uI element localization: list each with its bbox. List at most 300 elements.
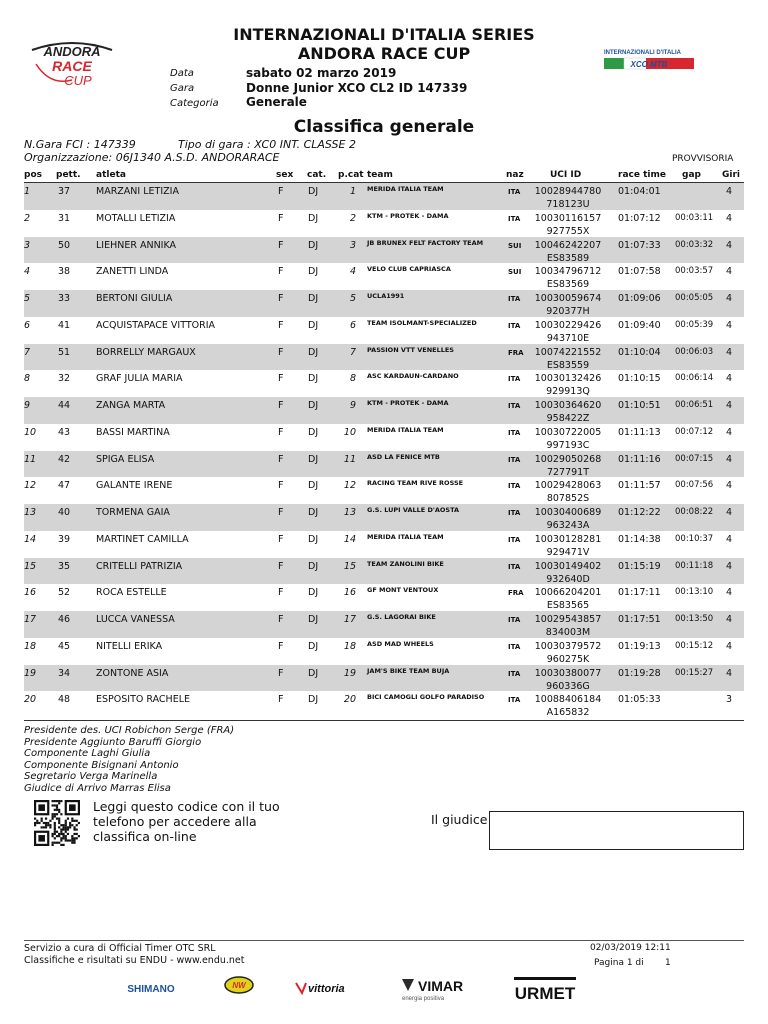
vimar-logo [400,975,474,1003]
uci-id-line1: 10030379572 [534,640,602,652]
series-title: INTERNAZIONALI D'ITALIA SERIES [233,25,535,44]
cell-pcat: 2 [349,212,356,224]
cell-race-time: 01:10:51 [618,400,661,411]
cell-pett: 44 [58,400,71,411]
cell-cat: DJ [308,373,319,385]
cell-naz: ITA [508,428,521,437]
cell-pos: 2 [24,212,31,224]
cell-pos: 15 [24,560,37,572]
cell-uci-id [534,506,602,532]
table-row [24,183,744,210]
cell-naz: ITA [508,535,521,544]
svg-text:NW: NW [232,981,246,990]
uci-id-line2: ES83565 [546,600,590,612]
cell-naz: ITA [508,669,521,678]
cell-cat: DJ [308,266,319,278]
cell-pcat: 9 [349,400,356,411]
official-line: Segretario Verga Marinella [24,771,158,782]
uci-id-line2: 932640D [546,573,590,585]
cell-gap: 00:03:57 [675,266,714,277]
cell-team: KTM - PROTEK - DAMA [367,399,449,407]
cell-pos: 4 [24,266,31,278]
uci-id-line1: 10029428063 [534,480,602,492]
cell-race-time: 01:14:38 [618,533,661,545]
cell-team: ASD MAD WHEELS [367,639,434,648]
data-value: sabato 02 marzo 2019 [246,66,397,80]
cell-pos: 10 [24,426,37,438]
cell-gap: 00:05:39 [675,319,714,330]
cell-pos: 3 [24,239,31,251]
cell-atleta: MARTINET CAMILLA [96,533,189,545]
cell-atleta: GRAF JULIA MARIA [96,373,183,385]
cell-race-time: 01:04:01 [618,186,661,197]
cell-giri: 4 [726,453,733,465]
cell-race-time: 01:05:33 [618,694,661,706]
categoria-label: Categoria [170,98,219,109]
cell-sex: F [278,453,284,465]
cell-naz: ITA [508,402,521,410]
cell-sex: F [278,239,284,251]
uci-id-line1: 10030380077 [534,667,602,679]
table-row [24,504,744,531]
cell-uci-id [534,399,602,425]
cell-uci-id [534,426,602,452]
cell-uci-id [534,560,602,586]
col-gap: gap [682,170,701,180]
cell-giri: 4 [726,373,733,385]
cell-giri: 4 [726,480,733,492]
cell-cat: DJ [308,426,319,438]
uci-id-line1: 10030364620 [534,400,602,411]
cell-gap: 00:05:05 [675,293,714,303]
cell-cat: DJ [308,453,319,465]
cell-pcat: 12 [343,480,356,492]
cell-team: KTM - PROTEK - DAMA [367,211,449,220]
uci-id-line2: 727791T [546,466,590,478]
uci-id-line1: 10066204201 [534,587,602,599]
cell-race-time: 01:11:13 [618,426,661,438]
cell-cat: DJ [308,667,319,679]
table-row [24,638,744,665]
uci-id-line1: 10030116157 [534,212,602,224]
cell-pos: 7 [24,346,31,358]
svg-text:SHIMANO: SHIMANO [127,984,175,995]
cell-team: MERIDA ITALIA TEAM [367,425,444,434]
cell-sex: F [278,319,284,331]
cell-giri: 4 [726,667,733,679]
uci-id-line2: ES83569 [546,279,590,291]
categoria-value: Generale [246,95,307,109]
cell-atleta: ACQUISTAPACE VITTORIA [96,319,216,331]
shimano-logo [118,975,184,1001]
cell-race-time: 01:17:11 [618,587,661,599]
cell-pos: 19 [24,667,37,679]
cell-naz: ITA [508,509,521,517]
cell-pett: 46 [58,614,71,625]
table-row [24,344,744,371]
cell-race-time: 01:15:19 [618,560,661,572]
cell-sex: F [278,614,284,625]
cell-pos: 16 [24,587,37,599]
table-row [24,210,744,237]
cell-race-time: 01:11:16 [618,453,661,465]
cell-atleta: BASSI MARTINA [96,426,170,438]
table-row [24,611,744,638]
uci-id-line2: 807852S [546,493,590,505]
uci-id-line2: 718123U [546,199,590,210]
cell-gap: 00:06:51 [675,400,714,410]
cell-pett: 37 [58,186,71,197]
logo-andora-text: ANDORA [43,44,101,59]
footer-rule [24,940,744,941]
cell-race-time: 01:17:51 [618,614,661,625]
cell-pcat: 10 [343,426,356,438]
cell-giri: 4 [726,614,733,625]
svg-text:energia positiva: energia positiva [402,996,445,1002]
cell-atleta: CRITELLI PATRIZIA [96,560,183,572]
table-row [24,370,744,397]
cell-pett: 40 [58,507,71,518]
table-row [24,691,744,718]
cell-sex: F [278,480,284,492]
cell-sex: F [278,400,284,411]
col-cat: cat. [307,170,327,180]
cell-team: ASC KARDAUN-CARDANO [367,372,459,381]
cell-pett: 38 [58,266,71,278]
cell-uci-id [534,640,602,666]
cell-pcat: 20 [343,694,356,706]
cell-pcat: 18 [343,640,356,652]
cell-pett: 31 [58,212,71,224]
cell-race-time: 01:10:15 [618,373,661,385]
cell-uci-id [534,613,602,639]
cell-pett: 50 [58,239,71,251]
cell-naz: ITA [508,188,521,196]
col-uci: UCI ID [550,170,582,180]
cell-pcat: 13 [343,507,356,518]
cell-giri: 4 [726,319,733,331]
ngara-info: N.Gara FCI : 147339 [24,138,136,151]
cell-naz: ITA [508,642,521,651]
col-pett: pett. [56,170,81,180]
cell-pos: 18 [24,640,37,652]
uci-id-line1: 10030132426 [534,373,602,385]
cell-sex: F [278,587,284,599]
cell-gap: 00:10:37 [675,533,714,544]
table-row [24,531,744,558]
cell-race-time: 01:11:57 [618,480,661,492]
cell-sex: F [278,560,284,572]
cell-naz: ITA [508,696,521,705]
cell-atleta: ZONTONE ASIA [96,667,169,679]
col-time: race time [618,170,666,180]
cell-gap: 00:03:11 [675,212,714,223]
uci-id-line1: 10029050268 [534,453,602,465]
cell-cat: DJ [308,239,319,251]
cell-uci-id [534,533,602,559]
cell-cat: DJ [308,212,319,224]
cell-cat: DJ [308,480,319,492]
cell-uci-id [534,265,602,291]
table-row [24,665,744,692]
cell-race-time: 01:19:28 [618,667,661,679]
uci-id-line1: 10030059674 [534,293,602,304]
cell-cat: DJ [308,319,319,331]
cell-pos: 17 [24,614,37,625]
uci-id-line2: 943710E [546,332,590,344]
cell-team: PASSION VTT VENELLES [367,345,454,354]
cell-team: BICI CAMOGLI GOLFO PARADISO [367,693,485,702]
cell-pcat: 5 [349,293,356,304]
data-label: Data [170,68,194,79]
print-datetime: 02/03/2019 12:11 [590,943,671,953]
cell-sex: F [278,212,284,224]
col-atleta: atleta [96,170,126,180]
cell-pett: 51 [58,346,71,358]
qr-code[interactable] [34,800,80,846]
cell-pcat: 6 [349,319,356,331]
cell-pett: 34 [58,667,71,679]
cell-sex: F [278,667,284,679]
cell-giri: 4 [726,640,733,652]
cell-gap: 00:08:22 [675,507,714,517]
cell-race-time: 01:10:04 [618,346,661,358]
cell-team: MERIDA ITALIA TEAM [367,185,444,193]
official-line: Presidente des. UCI Robichon Serge (FRA) [24,725,235,736]
cell-team: VELO CLUB CAPRIASCA [367,265,451,274]
cell-sex: F [278,266,284,278]
cell-uci-id [534,667,602,693]
cell-uci-id [534,453,602,479]
cell-giri: 4 [726,293,733,304]
cell-uci-id [534,292,602,318]
cell-cat: DJ [308,186,319,197]
cell-uci-id [534,346,602,372]
cell-atleta: ROCA ESTELLE [96,587,167,599]
cell-pos: 11 [24,453,37,465]
col-naz: naz [506,170,524,180]
uci-id-line1: 10034796712 [534,266,602,278]
cell-pett: 39 [58,533,71,545]
qr-instructions: Leggi questo codice con il tuo telefono per accedere alla classifica on-line [93,799,280,844]
cell-race-time: 01:07:12 [618,212,661,224]
cell-team: RACING TEAM RIVE ROSSE [367,479,464,488]
cell-pcat: 14 [343,533,356,545]
right-logo-line1: INTERNAZIONALI D'ITALIA [604,50,681,56]
cell-giri: 4 [726,239,733,251]
official-line: Componente Laghi Giulia [24,748,151,759]
table-header [24,168,744,183]
cell-giri: 4 [726,587,733,599]
cell-sex: F [278,346,284,358]
uci-id-line1: 10029543857 [534,614,602,625]
table-row [24,317,744,344]
table-bottom-rule [24,720,744,721]
cell-team: JB BRUNEX FELT FACTORY TEAM [367,238,484,247]
uci-id-line1: 10046242207 [534,239,602,251]
cell-team: MERIDA ITALIA TEAM [367,532,444,541]
cell-uci-id [534,372,602,398]
col-team: team [367,170,393,180]
cell-atleta: ZANETTI LINDA [96,266,169,278]
cell-naz: SUI [508,241,522,250]
cell-race-time: 01:07:58 [618,266,661,278]
cell-sex: F [278,426,284,438]
table-row [24,424,744,451]
cell-cat: DJ [308,400,319,411]
cell-pcat: 15 [343,560,356,572]
cell-cat: DJ [308,507,319,518]
cell-pcat: 7 [349,346,356,358]
col-giri: Giri [722,170,740,180]
footer-line1: Servizio a cura di Official Timer OTC SRL [24,943,216,954]
cell-giri: 4 [726,346,733,358]
cell-atleta: LIEHNER ANNIKA [96,239,177,251]
uci-id-line1: 10074221552 [534,346,602,358]
cell-uci-id [534,239,602,265]
cell-naz: ITA [508,482,521,491]
col-sex: sex [276,170,294,180]
cell-sex: F [278,293,284,304]
cell-cat: DJ [308,533,319,545]
cell-naz: SUI [508,268,522,277]
cell-gap: 00:15:12 [675,640,714,651]
cell-atleta: SPIGA ELISA [96,453,155,465]
cell-sex: F [278,186,284,197]
cell-pos: 9 [24,400,31,411]
cell-pos: 6 [24,319,31,331]
cell-giri: 4 [726,426,733,438]
uci-id-line2: 960275K [546,653,590,665]
uci-id-line1: 10030400689 [534,507,602,518]
cell-atleta: NITELLI ERIKA [96,640,163,652]
table-row [24,263,744,290]
cell-naz: ITA [508,455,521,464]
cell-atleta: MOTALLI LETIZIA [96,212,176,224]
cell-giri: 4 [726,186,733,197]
uci-id-line1: 10028944780 [534,186,602,197]
cell-giri: 3 [726,694,733,706]
cell-atleta: GALANTE IRENE [96,480,173,492]
cell-sex: F [278,373,284,385]
vittoria-logo [294,975,366,1001]
cell-naz: ITA [508,321,521,330]
cell-giri: 4 [726,533,733,545]
cell-gap: 00:07:12 [675,426,714,437]
cell-gap: 00:06:03 [675,346,714,357]
official-line: Componente Bisignani Antonio [24,759,179,771]
cell-pos: 20 [24,694,37,706]
giudice-label: Il giudice [431,812,488,827]
cell-atleta: TORMENA GAIA [96,507,170,518]
col-pcat: p.cat [338,170,364,180]
cell-pcat: 19 [343,667,356,679]
uci-id-line2: 929913Q [546,386,590,398]
cell-sex: F [278,640,284,652]
cell-gap: 00:07:15 [675,453,714,464]
cell-cat: DJ [308,560,319,572]
cell-giri: 4 [726,212,733,224]
uci-id-line1: 10030149402 [534,560,602,572]
cell-pos: 1 [24,186,31,197]
cell-gap: 00:15:27 [675,667,714,678]
cell-pcat: 17 [343,614,356,625]
uci-id-line2: 920377H [546,306,590,317]
cell-uci-id [534,693,602,719]
table-row [24,584,744,611]
cell-pcat: 8 [349,373,356,385]
cell-team: JAM'S BIKE TEAM BUJA [367,666,450,675]
cell-gap: 00:13:50 [675,614,714,624]
cell-pos: 5 [24,293,31,304]
cell-naz: FRA [508,589,524,598]
cell-pcat: 16 [343,587,356,599]
uci-id-line2: A165832 [546,707,590,719]
uci-id-line1: 10030128281 [534,533,602,545]
uci-id-line2: 958422Z [546,413,590,424]
organizzazione-info: Organizzazione: 06J1340 A.S.D. ANDORARACE [24,151,280,164]
table-row [24,451,744,478]
cell-team: G.S. LAGORAI BIKE [367,613,436,621]
cell-cat: DJ [308,694,319,706]
cell-team: UCLA1991 [367,292,405,300]
cell-race-time: 01:07:33 [618,239,661,251]
cell-naz: ITA [508,562,521,571]
cell-pett: 45 [58,640,71,652]
cell-pett: 35 [58,560,71,572]
cell-pett: 41 [58,319,71,331]
cell-atleta: ESPOSITO RACHELE [96,694,190,706]
cell-pett: 52 [58,587,71,599]
svg-text:VIMAR: VIMAR [418,978,464,994]
cell-gap: 00:03:32 [675,239,714,250]
logo-cup-text: CUP [64,73,92,88]
cell-giri: 4 [726,560,733,572]
cell-team: TEAM ISOLMANT-SPECIALIZED [367,318,477,327]
cell-cat: DJ [308,640,319,652]
cell-cat: DJ [308,346,319,358]
internazionali-italia-logo [602,46,696,72]
cell-pett: 48 [58,694,71,706]
svg-text:vittoria: vittoria [308,983,345,995]
official-line: Presidente Aggiunto Baruffi Giorgio [24,736,202,748]
cell-uci-id [534,185,602,211]
logo-race-text: RACE [52,58,92,74]
cell-atleta: ZANGA MARTA [96,400,166,411]
col-pos: pos [24,170,42,180]
cell-giri: 4 [726,400,733,411]
cell-naz: ITA [508,616,521,624]
uci-id-line2: 927755X [546,225,590,237]
cell-sex: F [278,694,284,706]
northwave-logo [218,975,260,1001]
footer-line2: Classifiche e risultati su ENDU - www.endu.net [24,955,245,966]
cell-pcat: 3 [349,239,356,251]
cell-race-time: 01:12:22 [618,507,661,518]
cell-atleta: BERTONI GIULIA [96,293,173,304]
officials-list [24,725,234,794]
cell-pos: 12 [24,480,37,492]
cell-uci-id [534,479,602,505]
giudice-signature-box [489,811,744,850]
cell-pett: 33 [58,293,71,304]
uci-id-line1: 10088406184 [534,694,602,706]
cell-team: G.S. LUPI VALLE D'AOSTA [367,506,460,514]
cell-pett: 47 [58,480,71,492]
cell-uci-id [534,212,602,238]
gara-label: Gara [170,83,195,94]
cell-giri: 4 [726,266,733,278]
